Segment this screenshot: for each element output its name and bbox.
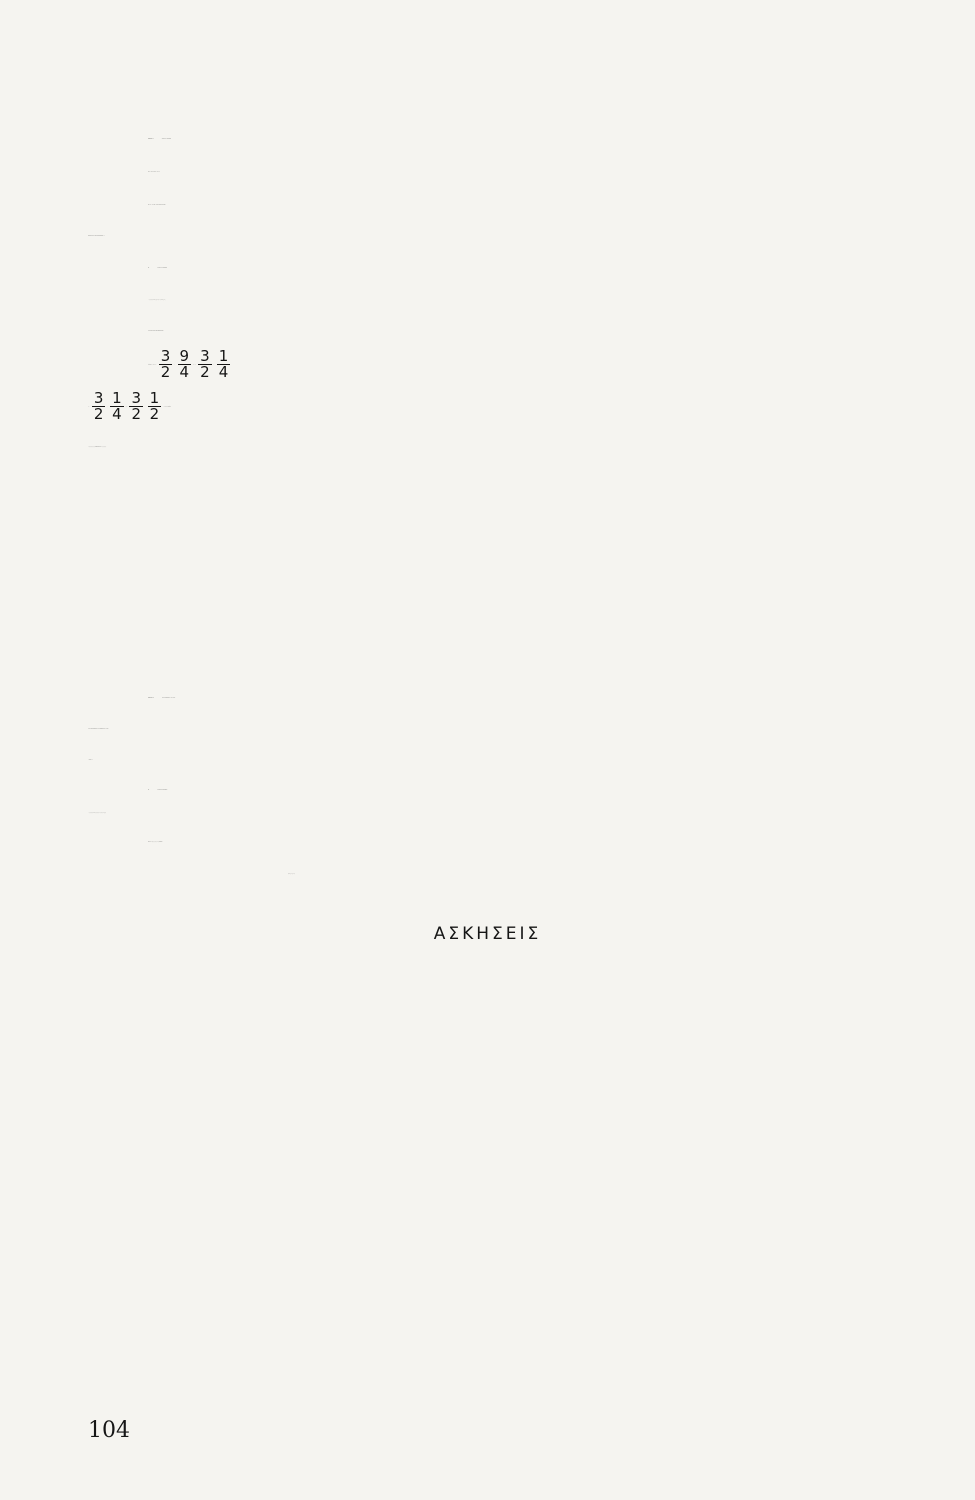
- fraction-numerator: 3: [93, 389, 104, 407]
- example2-line3: [148, 316, 975, 346]
- example2-line6: [88, 432, 975, 462]
- exercise-line: [148, 1073, 975, 1095]
- fraction-1-4: [110, 391, 124, 422]
- exercise-line: [148, 1372, 975, 1394]
- fraction-denominator: 2: [131, 405, 142, 423]
- fraction-numerator: 3: [160, 347, 171, 365]
- fraction-numerator: 1: [112, 389, 122, 407]
- lcm-definition-line3: [88, 530, 975, 560]
- lcm-example2-line2: [88, 798, 975, 828]
- exercise-line: [148, 968, 975, 990]
- fraction-denominator: 4: [179, 363, 190, 381]
- fraction-3-2: [159, 349, 173, 380]
- fraction-9-4: [178, 349, 192, 380]
- exercise-line: [148, 1146, 975, 1168]
- fraction-3-2: [198, 349, 212, 380]
- fraction-denominator: 2: [149, 405, 160, 423]
- example1-line1: [148, 124, 975, 154]
- lcm-example1-line1: [148, 683, 975, 713]
- fraction-1-2: [148, 391, 162, 422]
- fraction-numerator: 1: [149, 389, 160, 407]
- page-number: 104: [88, 1418, 130, 1443]
- exercise-line: [148, 1122, 975, 1144]
- exercise-line: [148, 1346, 975, 1368]
- fraction-3-2: [129, 391, 143, 422]
- lcm-rule-line2: [88, 598, 975, 628]
- fraction-numerator: 3: [200, 347, 210, 365]
- exercise-line: [148, 1198, 975, 1220]
- example2-line1: [148, 253, 975, 283]
- example2-line5: [88, 391, 975, 422]
- example1-line2: [148, 157, 975, 187]
- example1-line3: [148, 190, 975, 220]
- fraction-numerator: 1: [218, 347, 229, 365]
- example2-line4: [148, 349, 975, 380]
- example1-line4: [88, 221, 975, 251]
- lcm-example2-line4: [288, 859, 975, 889]
- lcm-rule-line1: [148, 566, 975, 596]
- fraction-denominator: 2: [93, 405, 104, 423]
- fraction-denominator: 2: [200, 363, 210, 381]
- fraction-numerator: 3: [131, 389, 142, 407]
- lcm-definition-line2: [88, 499, 975, 529]
- lcm-definition-line1: [148, 467, 975, 497]
- exercise-line: [148, 1321, 975, 1343]
- exercise-line: [148, 1049, 975, 1071]
- fraction-denominator: 2: [160, 363, 171, 381]
- exercise-line: [148, 1172, 975, 1194]
- exercise-line: [148, 996, 975, 1018]
- lcm-rule-line3: [88, 630, 975, 660]
- fraction-numerator: 9: [179, 347, 190, 365]
- fraction-3-2: [92, 391, 106, 422]
- exercise-line: [148, 1223, 975, 1245]
- lcm-example2-line3: [148, 827, 975, 857]
- lcm-example1-line3: [88, 745, 975, 775]
- exercise-line: [148, 1247, 975, 1269]
- fraction-denominator: 4: [112, 405, 122, 423]
- exercise-line: [148, 1023, 975, 1045]
- fraction-denominator: 4: [218, 363, 229, 381]
- exercises-heading: ΑΣΚΗΣΕΙΣ: [433, 924, 542, 944]
- example2-line2: [148, 285, 975, 315]
- fraction-1-4: [217, 349, 231, 380]
- exercise-line: [148, 1295, 975, 1317]
- exercise-line: [148, 1098, 975, 1120]
- lcm-example1-line2: [88, 714, 975, 744]
- exercise-line: [148, 1271, 975, 1293]
